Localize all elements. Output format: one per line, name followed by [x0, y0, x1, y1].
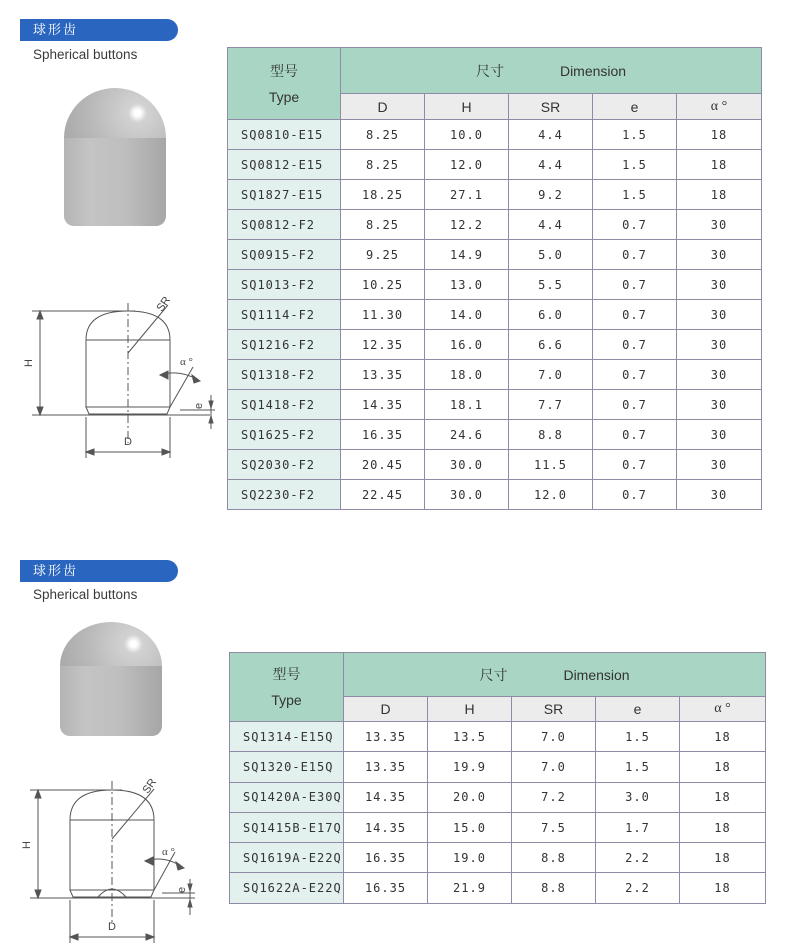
type-header: [228, 48, 341, 120]
product-image: [60, 622, 162, 736]
model-cell: SQ0915-F2: [228, 240, 341, 270]
sr-cell: 7.2: [512, 782, 596, 812]
e-cell: 0.7: [593, 480, 677, 510]
model-cell: SQ1318-F2: [228, 360, 341, 390]
model-cell: SQ1013-F2: [228, 270, 341, 300]
sr-cell: 9.2: [509, 180, 593, 210]
column-header-d: D: [344, 697, 428, 722]
e-cell: 1.5: [593, 150, 677, 180]
e-cell: 1.5: [596, 752, 680, 782]
alpha-cell: 18: [680, 812, 766, 842]
table-row: [228, 120, 762, 150]
label-alpha: α °: [180, 356, 193, 368]
sr-cell: 12.0: [509, 480, 593, 510]
d-cell: 9.25: [341, 240, 425, 270]
d-cell: 13.35: [341, 360, 425, 390]
dimension-header-en: Dimension: [559, 62, 627, 79]
type-header-cn: 型号: [272, 666, 301, 682]
h-cell: 15.0: [428, 812, 512, 842]
column-header-sr: SR: [509, 94, 593, 120]
e-cell: 0.7: [593, 390, 677, 420]
table-row: [228, 390, 762, 420]
table-row: [228, 240, 762, 270]
h-cell: 16.0: [425, 330, 509, 360]
d-cell: 8.25: [341, 150, 425, 180]
h-cell: 13.0: [425, 270, 509, 300]
h-cell: 18.1: [425, 390, 509, 420]
alpha-cell: 30: [677, 300, 762, 330]
table-row: [230, 752, 766, 782]
h-cell: 21.9: [428, 873, 512, 903]
sr-cell: 11.5: [509, 450, 593, 480]
label-h: H: [23, 359, 35, 367]
model-cell: SQ1320-E15Q: [230, 752, 344, 782]
product-image: [64, 88, 166, 226]
label-e: e: [176, 886, 188, 893]
column-header-e: e: [593, 94, 677, 120]
d-cell: 20.45: [341, 450, 425, 480]
e-cell: 1.5: [593, 120, 677, 150]
sr-cell: 8.8: [512, 843, 596, 873]
e-cell: 0.7: [593, 210, 677, 240]
h-cell: 30.0: [425, 480, 509, 510]
alpha-cell: 30: [677, 330, 762, 360]
product-dome: [60, 622, 162, 666]
d-cell: 10.25: [341, 270, 425, 300]
table-row: [230, 873, 766, 903]
table-row: [230, 812, 766, 842]
model-cell: SQ1415B-E17Q: [230, 812, 344, 842]
column-header-h: H: [428, 697, 512, 722]
e-cell: 0.7: [593, 360, 677, 390]
table-row: [228, 270, 762, 300]
dimension-header-en: Dimension: [563, 666, 630, 683]
label-d: D: [124, 436, 132, 448]
model-cell: SQ1625-F2: [228, 420, 341, 450]
d-cell: 12.35: [341, 330, 425, 360]
sr-cell: 7.0: [512, 722, 596, 752]
h-cell: 19.0: [428, 843, 512, 873]
table-row: [230, 722, 766, 752]
table-row: [228, 210, 762, 240]
label-sr: SR: [140, 776, 160, 796]
type-header-en: Type: [268, 88, 300, 105]
dimension-header: [341, 48, 762, 94]
table-row: [228, 420, 762, 450]
d-cell: 16.35: [341, 420, 425, 450]
label-e: e: [193, 402, 205, 409]
sr-cell: 6.0: [509, 300, 593, 330]
alpha-cell: 18: [680, 782, 766, 812]
h-cell: 10.0: [425, 120, 509, 150]
h-cell: 30.0: [425, 450, 509, 480]
technical-drawing: [10, 295, 215, 460]
h-cell: 19.9: [428, 752, 512, 782]
label-alpha: α °: [162, 846, 175, 858]
h-cell: 18.0: [425, 360, 509, 390]
spec-table: [229, 652, 766, 904]
d-cell: 22.45: [341, 480, 425, 510]
spec-table-body: [230, 722, 766, 904]
d-cell: 14.35: [341, 390, 425, 420]
alpha-cell: 30: [677, 450, 762, 480]
sr-cell: 7.7: [509, 390, 593, 420]
section-subtitle: Spherical buttons: [33, 47, 138, 62]
alpha-cell: 18: [680, 752, 766, 782]
spec-table: [227, 47, 762, 510]
table-row: [228, 300, 762, 330]
h-cell: 27.1: [425, 180, 509, 210]
alpha-cell: 30: [677, 360, 762, 390]
sr-cell: 4.4: [509, 120, 593, 150]
h-cell: 12.0: [425, 150, 509, 180]
label-d: D: [108, 921, 116, 933]
e-cell: 0.7: [593, 240, 677, 270]
dimension-header-cn: 尺寸: [475, 62, 504, 79]
d-cell: 14.35: [344, 782, 428, 812]
model-cell: SQ1622A-E22Q: [230, 873, 344, 903]
dimension-header-cn: 尺寸: [479, 666, 508, 683]
table-row: [228, 450, 762, 480]
table-row: [230, 782, 766, 812]
h-cell: 12.2: [425, 210, 509, 240]
h-cell: 20.0: [428, 782, 512, 812]
sr-cell: 7.0: [512, 752, 596, 782]
model-cell: SQ2030-F2: [228, 450, 341, 480]
e-cell: 2.2: [596, 843, 680, 873]
sr-cell: 4.4: [509, 210, 593, 240]
sr-cell: 4.4: [509, 150, 593, 180]
spec-table-body: [228, 120, 762, 510]
column-header-alpha: α °: [680, 697, 766, 722]
alpha-cell: 30: [677, 420, 762, 450]
h-cell: 13.5: [428, 722, 512, 752]
sr-cell: 8.8: [512, 873, 596, 903]
d-cell: 11.30: [341, 300, 425, 330]
table-row: [228, 330, 762, 360]
label-sr: SR: [154, 295, 174, 314]
type-header: [230, 653, 344, 722]
model-cell: SQ0810-E15: [228, 120, 341, 150]
model-cell: SQ1418-F2: [228, 390, 341, 420]
alpha-cell: 18: [677, 180, 762, 210]
d-cell: 8.25: [341, 120, 425, 150]
alpha-cell: 30: [677, 270, 762, 300]
d-cell: 16.35: [344, 843, 428, 873]
d-cell: 14.35: [344, 812, 428, 842]
e-cell: 0.7: [593, 450, 677, 480]
model-cell: SQ1420A-E30Q: [230, 782, 344, 812]
column-header-d: D: [341, 94, 425, 120]
column-header-alpha: α °: [677, 94, 762, 120]
model-cell: SQ1314-E15Q: [230, 722, 344, 752]
label-h: H: [21, 841, 33, 849]
product-dome: [64, 88, 166, 138]
alpha-cell: 30: [677, 390, 762, 420]
model-cell: SQ1216-F2: [228, 330, 341, 360]
sr-cell: 7.0: [509, 360, 593, 390]
e-cell: 0.7: [593, 270, 677, 300]
alpha-cell: 30: [677, 240, 762, 270]
dimension-header: [344, 653, 766, 697]
section-badge: 球形齿: [20, 560, 178, 582]
e-cell: 2.2: [596, 873, 680, 903]
e-cell: 0.7: [593, 420, 677, 450]
alpha-cell: 18: [680, 843, 766, 873]
technical-drawing: [10, 775, 215, 945]
d-cell: 13.35: [344, 722, 428, 752]
sr-cell: 5.0: [509, 240, 593, 270]
e-cell: 1.5: [596, 722, 680, 752]
h-cell: 14.0: [425, 300, 509, 330]
alpha-cell: 30: [677, 480, 762, 510]
column-header-h: H: [425, 94, 509, 120]
table-row: [228, 180, 762, 210]
sr-cell: 6.6: [509, 330, 593, 360]
column-header-sr: SR: [512, 697, 596, 722]
d-cell: 18.25: [341, 180, 425, 210]
model-cell: SQ1827-E15: [228, 180, 341, 210]
table-row: [230, 843, 766, 873]
table-row: [228, 480, 762, 510]
h-cell: 14.9: [425, 240, 509, 270]
alpha-cell: 18: [677, 120, 762, 150]
alpha-cell: 30: [677, 210, 762, 240]
sr-cell: 7.5: [512, 812, 596, 842]
d-cell: 16.35: [344, 873, 428, 903]
model-cell: SQ0812-F2: [228, 210, 341, 240]
type-header-cn: 型号: [270, 62, 298, 79]
h-cell: 24.6: [425, 420, 509, 450]
alpha-cell: 18: [677, 150, 762, 180]
column-header-e: e: [596, 697, 680, 722]
model-cell: SQ2230-F2: [228, 480, 341, 510]
table-row: [228, 150, 762, 180]
model-cell: SQ1619A-E22Q: [230, 843, 344, 873]
d-cell: 8.25: [341, 210, 425, 240]
section-subtitle: Spherical buttons: [33, 587, 138, 602]
alpha-cell: 18: [680, 873, 766, 903]
e-cell: 1.7: [596, 812, 680, 842]
type-header-en: Type: [271, 692, 302, 708]
model-cell: SQ0812-E15: [228, 150, 341, 180]
section-badge: 球形齿: [20, 19, 178, 41]
model-cell: SQ1114-F2: [228, 300, 341, 330]
e-cell: 0.7: [593, 300, 677, 330]
d-cell: 13.35: [344, 752, 428, 782]
e-cell: 3.0: [596, 782, 680, 812]
sr-cell: 8.8: [509, 420, 593, 450]
product-body: [60, 666, 162, 736]
sr-cell: 5.5: [509, 270, 593, 300]
product-body: [64, 138, 166, 226]
e-cell: 1.5: [593, 180, 677, 210]
table-row: [228, 360, 762, 390]
alpha-cell: 18: [680, 722, 766, 752]
e-cell: 0.7: [593, 330, 677, 360]
